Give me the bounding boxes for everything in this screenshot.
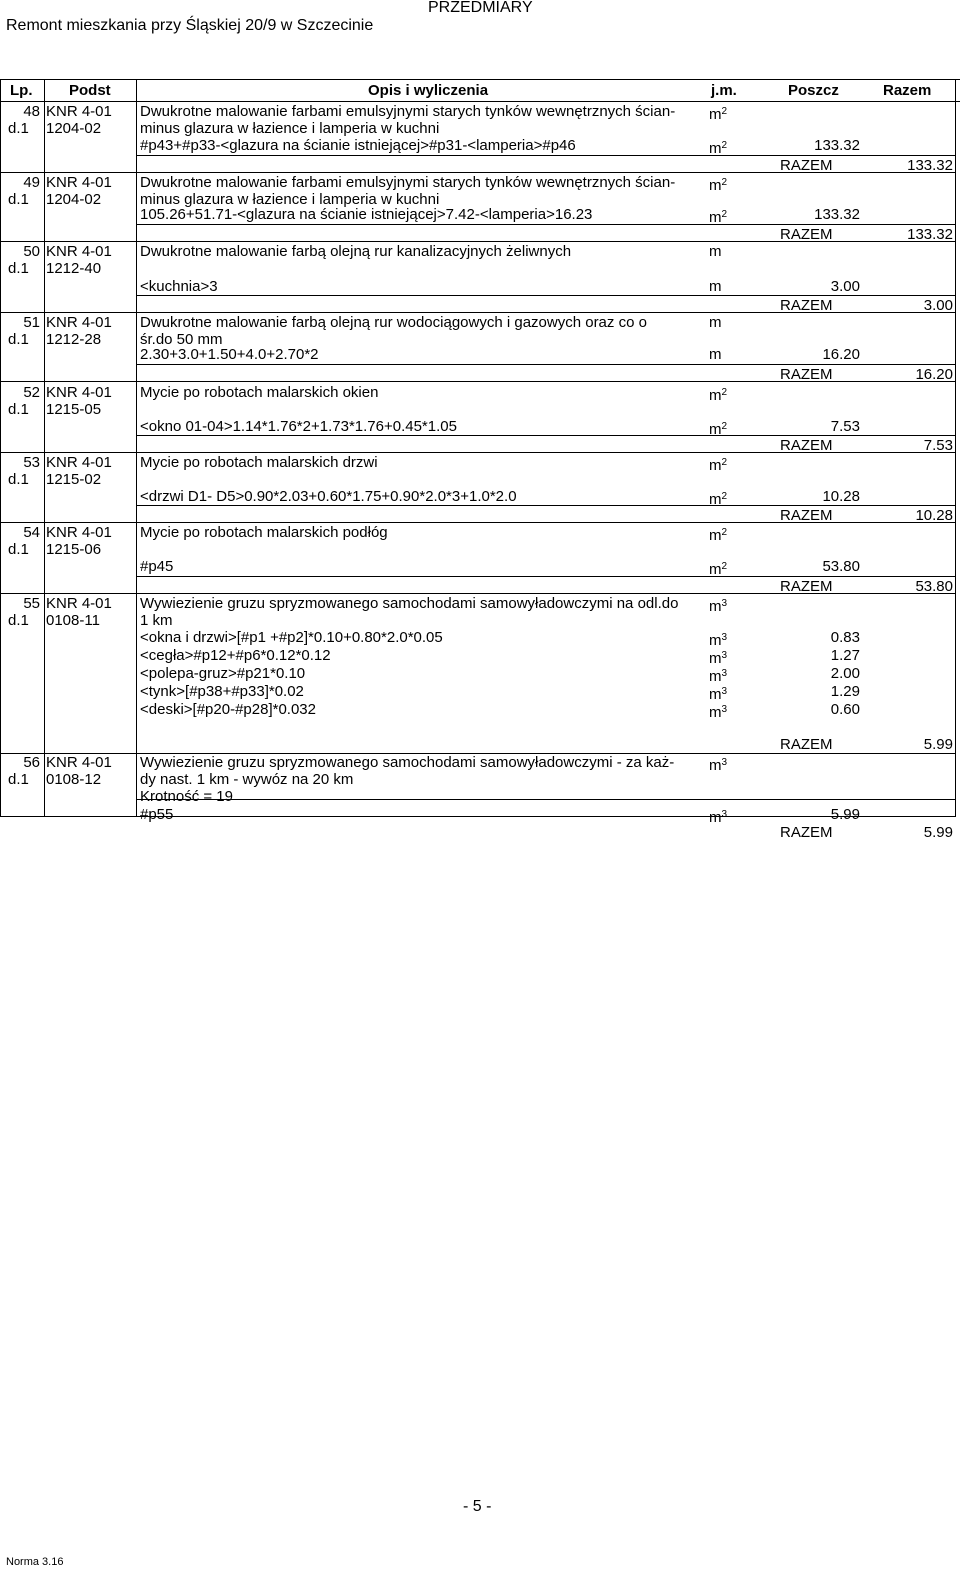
total-value: 10.28 (915, 507, 953, 524)
calculation-value: 1.29 (830, 683, 860, 700)
calculation-text: <okna i drzwi>[#p1 +#p2]*0.10+0.80*2.0*0.05 (140, 629, 443, 646)
unit: $m^3$ (709, 598, 728, 615)
calculation-unit: $m^3$ (709, 809, 728, 826)
description-line: Dwukrotne malowanie farbami emulsyjnymi starych tynków wewnętrznych ścian- (140, 174, 676, 191)
total-value: 5.99 (923, 824, 953, 841)
basis-position: 1204-02 (46, 120, 102, 137)
basis-chapter: d.1 (8, 541, 29, 558)
basis-chapter: d.1 (8, 471, 29, 488)
item-number: 53 (23, 454, 40, 471)
total-label: RAZEM (780, 437, 833, 454)
total-value: 53.80 (915, 578, 953, 595)
calculation-value: 53.80 (822, 558, 860, 575)
unit: $m^2$ (709, 106, 728, 123)
total-label: RAZEM (780, 297, 833, 314)
calculation-value: 3.00 (830, 278, 860, 295)
description-line: śr.do 50 mm (140, 331, 223, 348)
calculation-unit: m (709, 346, 722, 363)
description-line: 1 km (140, 612, 173, 629)
basis-chapter: d.1 (8, 771, 29, 788)
item-number: 48 (23, 103, 40, 120)
basis-chapter: d.1 (8, 191, 29, 208)
basis-code: KNR 4-01 (46, 243, 112, 260)
calculation-value: 133.32 (814, 206, 860, 223)
calculation-value: 0.60 (830, 701, 860, 718)
basis-code: KNR 4-01 (46, 754, 112, 771)
total-label: RAZEM (780, 736, 833, 753)
total-label: RAZEM (780, 157, 833, 174)
calculation-unit: m (709, 278, 722, 295)
calculation-value: 7.53 (830, 418, 860, 435)
total-value: 3.00 (923, 297, 953, 314)
basis-position: 0108-11 (46, 612, 100, 629)
description-line: Mycie po robotach malarskich podłóg (140, 524, 388, 541)
basis-code: KNR 4-01 (46, 454, 112, 471)
calculation-text: <drzwi D1- D5>0.90*2.03+0.60*1.75+0.90*2.0*3+1.0*2.0 (140, 488, 517, 505)
basis-code: KNR 4-01 (46, 314, 112, 331)
software-label: Norma 3.16 (6, 1556, 64, 1568)
basis-chapter: d.1 (8, 260, 29, 277)
basis-code: KNR 4-01 (46, 524, 112, 541)
calculation-value: 10.28 (822, 488, 860, 505)
total-label: RAZEM (780, 226, 833, 243)
document-title: Remont mieszkania przy Śląskiej 20/9 w Szczecinie (6, 17, 374, 34)
calculation-text: #p43+#p33-<glazura na ścianie istniejącej>#p31-<lamperia>#p46 (140, 137, 576, 154)
calculation-text: <cegła>#p12+#p6*0.12*0.12 (140, 647, 331, 664)
basis-position: 1215-06 (46, 541, 102, 558)
calculation-unit: $m^3$ (709, 686, 728, 703)
basis-chapter: d.1 (8, 331, 29, 348)
calculation-text: <polepa-gruz>#p21*0.10 (140, 665, 306, 682)
item-number: 52 (23, 384, 40, 401)
col-lp: Lp. (10, 82, 33, 99)
calculation-value: 2.00 (830, 665, 860, 682)
item-number: 49 (23, 174, 40, 191)
calculation-unit: $m^2$ (709, 209, 728, 226)
description-line: Wywiezienie gruzu spryzmowanego samochodami samowyładowczymi - za każ- (140, 754, 675, 771)
unit: $m^2$ (709, 457, 728, 474)
description-line: Wywiezienie gruzu spryzmowanego samochodami samowyładowczymi na odl.do (140, 595, 679, 612)
basis-position: 1212-40 (46, 260, 102, 277)
page-number: - 5 - (463, 1498, 492, 1515)
total-label: RAZEM (780, 578, 833, 595)
item-number: 55 (23, 595, 40, 612)
calculation-value: 1.27 (830, 647, 860, 664)
total-label: RAZEM (780, 507, 833, 524)
description-line: Dwukrotne malowanie farbą olejną rur wodociągowych i gazowych oraz co o (140, 314, 647, 331)
unit: m (709, 314, 722, 331)
column-header-row (0, 80, 960, 102)
calculation-value: 16.20 (822, 346, 860, 363)
total-label: RAZEM (780, 824, 833, 841)
calculation-unit: $m^3$ (709, 650, 728, 667)
basis-chapter: d.1 (8, 612, 29, 629)
unit: m (709, 243, 722, 260)
basis-code: KNR 4-01 (46, 103, 112, 120)
calculation-text: #p45 (140, 558, 174, 575)
calculation-value: 0.83 (830, 629, 860, 646)
item-number: 50 (23, 243, 40, 260)
calculation-text: <deski>[#p20-#p28]*0.032 (140, 701, 316, 718)
calculation-value: 133.32 (814, 137, 860, 154)
col-poszcz: Poszcz (788, 82, 839, 99)
calculation-unit: $m^3$ (709, 632, 728, 649)
basis-chapter: d.1 (8, 120, 29, 137)
calculation-value: 5.99 (830, 806, 860, 823)
unit: $m^3$ (709, 757, 728, 774)
calculation-text: 105.26+51.71-<glazura na ścianie istniejącej>7.42-<lamperia>16.23 (140, 206, 593, 223)
description-line: Mycie po robotach malarskich okien (140, 384, 379, 401)
calculation-text: 2.30+3.0+1.50+4.0+2.70*2 (140, 346, 319, 363)
description-line: dy nast. 1 km - wywóz na 20 km (140, 771, 354, 788)
basis-code: KNR 4-01 (46, 595, 112, 612)
calculation-text: <okno 01-04>1.14*1.76*2+1.73*1.76+0.45*1.05 (140, 418, 457, 435)
total-value: 133.32 (907, 157, 953, 174)
description-line: Dwukrotne malowanie farbą olejną rur kanalizacyjnych żeliwnych (140, 243, 572, 260)
calculation-text: <tynk>[#p38+#p33]*0.02 (140, 683, 304, 700)
item-number: 51 (23, 314, 40, 331)
col-razem: Razem (883, 82, 932, 99)
calculation-text: <kuchnia>3 (140, 278, 218, 295)
calculation-unit: $m^2$ (709, 491, 728, 508)
basis-code: KNR 4-01 (46, 174, 112, 191)
basis-position: 1215-02 (46, 471, 102, 488)
basis-chapter: d.1 (8, 401, 29, 418)
description-line: minus glazura w łazience i lamperia w kuchni (140, 120, 440, 137)
col-jm: j.m. (711, 82, 737, 99)
unit: $m^2$ (709, 527, 728, 544)
basis-position: 1212-28 (46, 331, 102, 348)
col-podst: Podst (69, 82, 111, 99)
item-number: 56 (23, 754, 40, 771)
basis-code: KNR 4-01 (46, 384, 112, 401)
calculation-unit: $m^3$ (709, 704, 728, 721)
description-line: Mycie po robotach malarskich drzwi (140, 454, 378, 471)
description-line: Krotność = 19 (140, 788, 233, 805)
section-title: PRZEDMIARY (428, 0, 533, 16)
unit: $m^2$ (709, 177, 728, 194)
total-value: 5.99 (923, 736, 953, 753)
calculation-unit: $m^2$ (709, 561, 728, 578)
item-number: 54 (23, 524, 40, 541)
total-value: 7.53 (923, 437, 953, 454)
calculation-unit: $m^2$ (709, 421, 728, 438)
calculation-unit: $m^3$ (709, 668, 728, 685)
basis-position: 0108-12 (46, 771, 102, 788)
description-line: Dwukrotne malowanie farbami emulsyjnymi starych tynków wewnętrznych ścian- (140, 103, 676, 120)
calculation-text: #p55 (140, 806, 174, 823)
col-opis: Opis i wyliczenia (368, 82, 489, 99)
unit: $m^2$ (709, 387, 728, 404)
description-line: minus glazura w łazience i lamperia w kuchni (140, 191, 440, 208)
total-value: 133.32 (907, 226, 953, 243)
total-label: RAZEM (780, 366, 833, 383)
calculation-unit: $m^2$ (709, 140, 728, 157)
total-value: 16.20 (915, 366, 953, 383)
basis-position: 1204-02 (46, 191, 102, 208)
basis-position: 1215-05 (46, 401, 102, 418)
